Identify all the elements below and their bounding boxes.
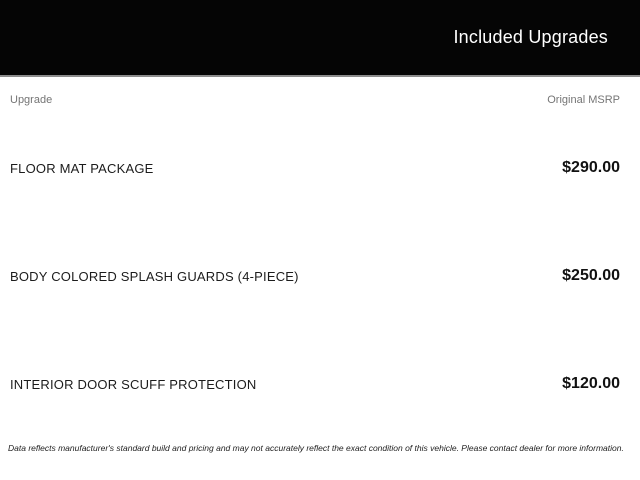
upgrade-name: FLOOR MAT PACKAGE: [10, 160, 154, 176]
column-header-msrp: Original MSRP: [547, 94, 620, 106]
table-column-header: [0, 77, 640, 114]
upgrades-list: [0, 114, 640, 438]
upgrade-msrp: $250.00: [562, 267, 620, 284]
column-header-upgrade: Upgrade: [10, 94, 53, 106]
upgrade-msrp: $120.00: [562, 375, 620, 392]
upgrade-name: BODY COLORED SPLASH GUARDS (4-PIECE): [10, 268, 299, 284]
upgrade-name: INTERIOR DOOR SCUFF PROTECTION: [10, 376, 257, 392]
table-row: [0, 222, 640, 330]
upgrade-msrp: $290.00: [562, 159, 620, 176]
disclaimer-text: Data reflects manufacturer's standard build and pricing and may not accurately reflect the exact condition of this vehicle. Please contact dealer for more information.: [8, 443, 624, 453]
table-row: [0, 330, 640, 438]
table-row: [0, 114, 640, 222]
panel-header-bar: [0, 0, 640, 77]
page-title: Included Upgrades: [453, 27, 608, 47]
